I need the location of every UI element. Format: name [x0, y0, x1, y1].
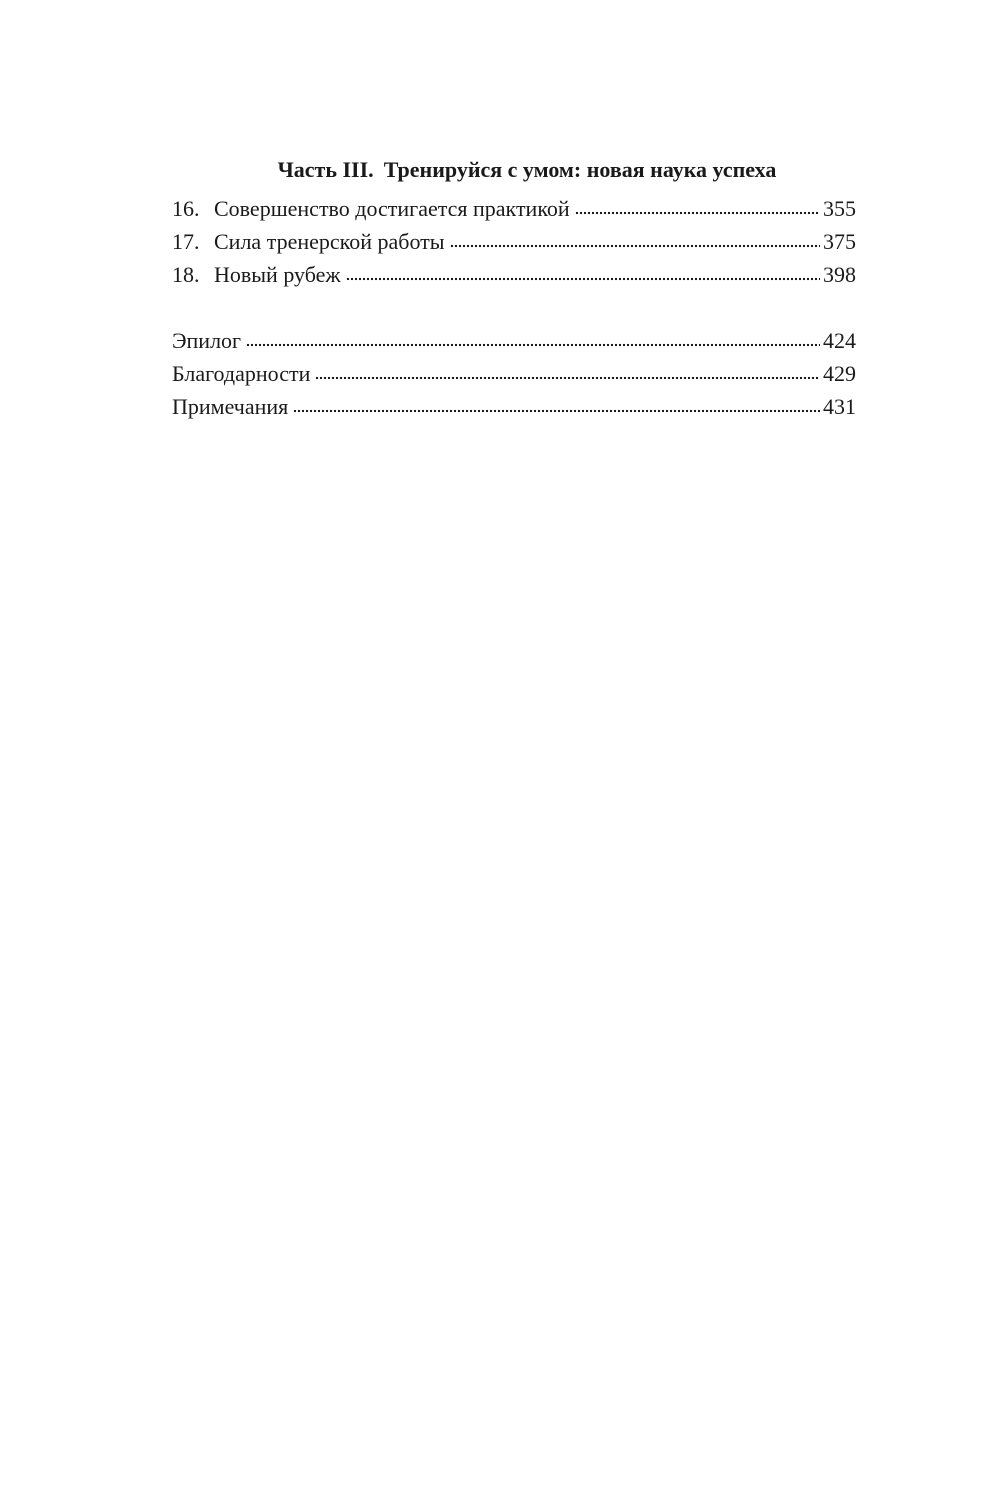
page-number: 375 — [823, 229, 856, 254]
chapter-list — [172, 192, 856, 291]
back-matter-list — [172, 324, 856, 423]
dot-leader — [346, 277, 820, 281]
page-number: 355 — [823, 196, 856, 221]
dot-leader — [246, 343, 820, 347]
chapter-number: 18. — [172, 262, 200, 287]
chapter-number: 17. — [172, 229, 200, 254]
entry-title: Эпилог — [172, 328, 242, 353]
part-heading — [172, 150, 856, 190]
entry-title: Благодарности — [172, 361, 311, 386]
entry-title: Примечания — [172, 394, 289, 419]
part-title: Тренируйся с умом: новая наука успеха — [383, 157, 777, 182]
page-number: 398 — [823, 262, 856, 287]
chapter-title: Сила тренерской работы — [214, 229, 445, 254]
page-number: 431 — [823, 394, 856, 419]
part-number: Часть III. — [277, 157, 374, 182]
toc-entry-acknowledgements[interactable] — [172, 357, 856, 390]
toc-entry-notes[interactable] — [172, 390, 856, 423]
dot-leader — [575, 211, 820, 215]
chapter-title: Совершенство достигается практикой — [214, 196, 570, 221]
toc-entry-chapter-16[interactable] — [172, 192, 856, 225]
table-of-contents — [172, 150, 856, 423]
page-number: 429 — [823, 361, 856, 386]
chapter-title: Новый рубеж — [214, 262, 341, 287]
toc-entry-chapter-18[interactable] — [172, 258, 856, 291]
toc-entry-chapter-17[interactable] — [172, 225, 856, 258]
page-number: 424 — [823, 328, 856, 353]
dot-leader — [315, 376, 820, 380]
dot-leader — [450, 244, 820, 248]
chapter-number: 16. — [172, 196, 200, 221]
toc-entry-epilogue[interactable] — [172, 324, 856, 357]
dot-leader — [293, 409, 820, 413]
